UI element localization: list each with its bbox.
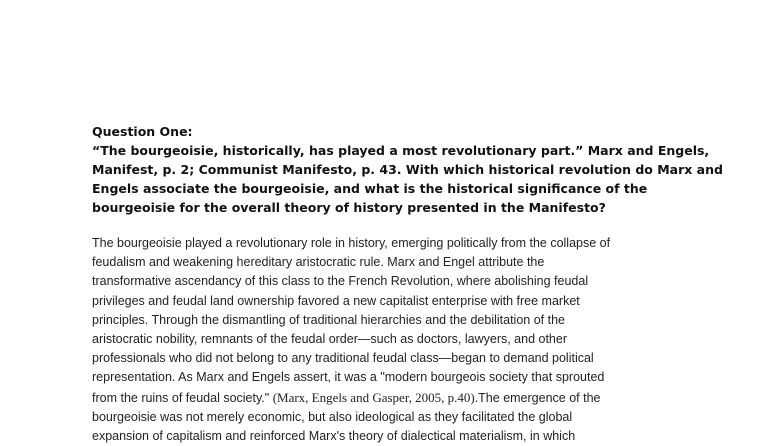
citation: (Marx, Engels and Gasper, 2005, p.40) (272, 389, 475, 405)
question-prompt-line: bourgeoisie for the overall theory of history presented in the Manifesto? (92, 200, 606, 215)
answer-line: transformative ascendancy of this class to the French Revolution, where abolishing feudal (92, 274, 589, 289)
question-heading: Question One: (92, 124, 193, 139)
question-prompt-line: “The bourgeoisie, historically, has played a most revolutionary part.” Marx and Engels, (92, 143, 710, 158)
answer-line: professionals who did not belong to any traditional feudal class—began to demand political (92, 351, 594, 366)
question-prompt-line: Engels associate the bourgeoisie, and what is the historical significance of the (92, 181, 648, 196)
answer-line: expansion of capitalism and reinforced Marx's theory of dialectical materialism, in which (92, 429, 576, 444)
answer-line: bourgeoisie was not merely economic, but also ideological as they facilitated the global (92, 409, 573, 424)
answer-line: The bourgeoisie played a revolutionary role in history, emerging politically from the collapse of (92, 236, 611, 250)
answer-line: aristocratic nobility, remnants of the feudal order—such as doctors, lawyers, and other (92, 332, 567, 347)
answer-line: feudalism and weakening hereditary aristocratic rule. Marx and Engel attribute the (92, 255, 545, 270)
question-prompt-line: Manifest, p. 2; Communist Manifesto, p. 43. With which historical revolution do Marx and (92, 162, 723, 177)
answer-line: privileges and feudal land ownership favored a new capitalist enterprise with free market (92, 293, 580, 308)
answer-text: .The emergence of the (474, 390, 601, 405)
answer-line: representation. As Marx and Engels assert, it was a "modern bourgeois society that sprouted (92, 370, 605, 385)
answer-line-with-citation (92, 388, 692, 408)
question-block (92, 122, 723, 217)
answer-text: from the ruins of feudal society." (92, 390, 273, 405)
answer-line: principles. Through the dismantling of traditional hierarchies and the debilitation of the (92, 312, 565, 327)
answer-paragraph (92, 234, 692, 446)
